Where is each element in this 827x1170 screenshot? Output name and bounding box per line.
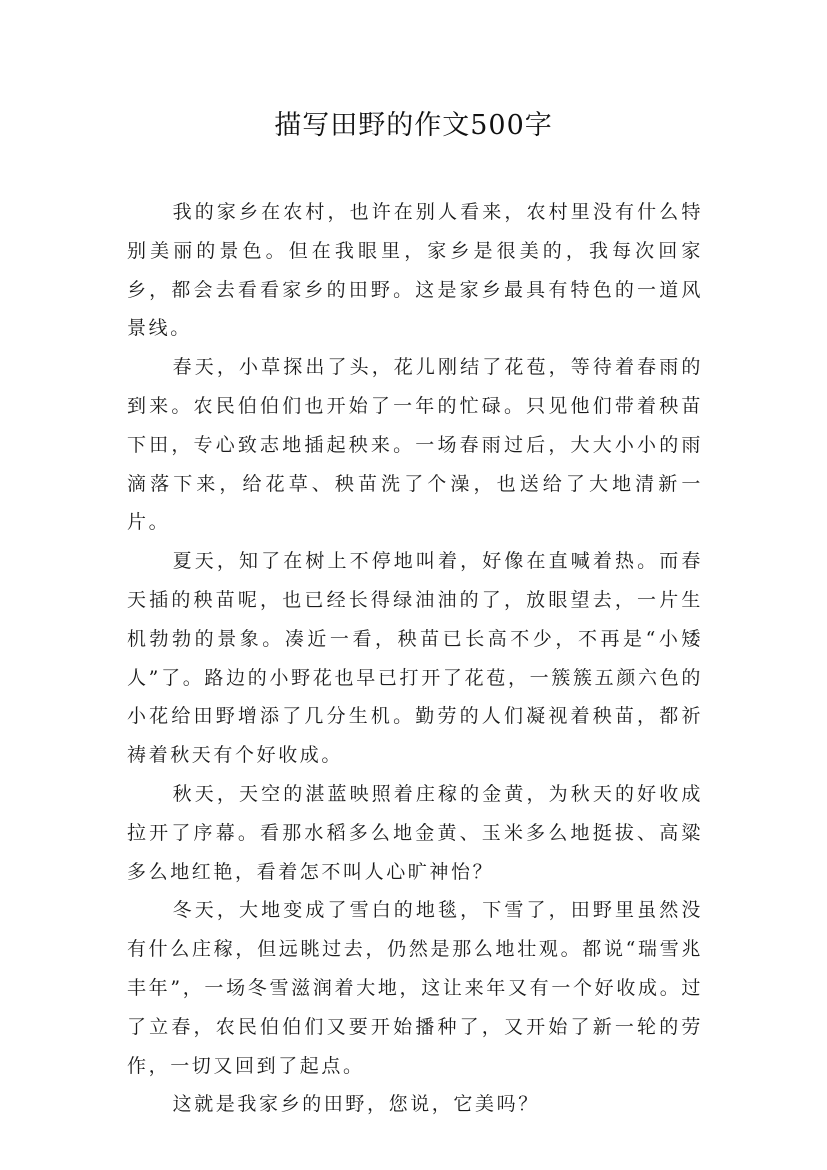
document-title: 描写田野的作文500字 (274, 110, 553, 141)
paragraph-summer: 夏天，知了在树上不停地叫着，好像在直喊着热。而春天插的秧苗呢，也已经长得绿油油的了，放眼望去，一片生机勃勃的景象。凑近一看，秧苗已长高不少，不再是“小矮人”了。路边的小野花也早已打开了花苞，一簇簇五颜六色的小花给田野增添了几分生机。勤劳的人们凝视着秧苗，都祈祷着秋天有个好收成。 (127, 550, 703, 767)
paragraph-intro: 我的家乡在农村，也许在别人看来，农村里没有什么特别美丽的景色。但在我眼里，家乡是很美的，我每次回家乡，都会去看看家乡的田野。这是家乡最具有特色的一道风景线。 (127, 201, 703, 340)
paragraph-conclusion: 这就是我家乡的田野，您说，它美吗？ (172, 1093, 540, 1116)
essay-body (127, 193, 703, 1124)
paragraph-spring: 春天，小草探出了头，花儿刚结了花苞，等待着春雨的到来。农民伯伯们也开始了一年的忙碌。只见他们带着秧苗下田，专心致志地插起秧来。一场春雨过后，大大小小的雨滴落下来，给花草、秧苗洗了个澡，也送给了大地清新一片。 (127, 356, 703, 534)
paragraph-autumn: 秋天，天空的湛蓝映照着庄稼的金黄，为秋天的好收成拉开了序幕。看那水稻多么地金黄、玉米多么地挺拔、高粱多么地红艳，看着怎不叫人心旷神怡？ (127, 782, 703, 883)
paragraph-winter: 冬天，大地变成了雪白的地毯，下雪了，田野里虽然没有什么庄稼，但远眺过去，仍然是那么地壮观。都说“瑞雪兆丰年”，一场冬雪滋润着大地，这让来年又有一个好收成。过了立春，农民伯伯们又要开始播种了，又开始了新一轮的劳作，一切又回到了起点。 (127, 899, 703, 1077)
